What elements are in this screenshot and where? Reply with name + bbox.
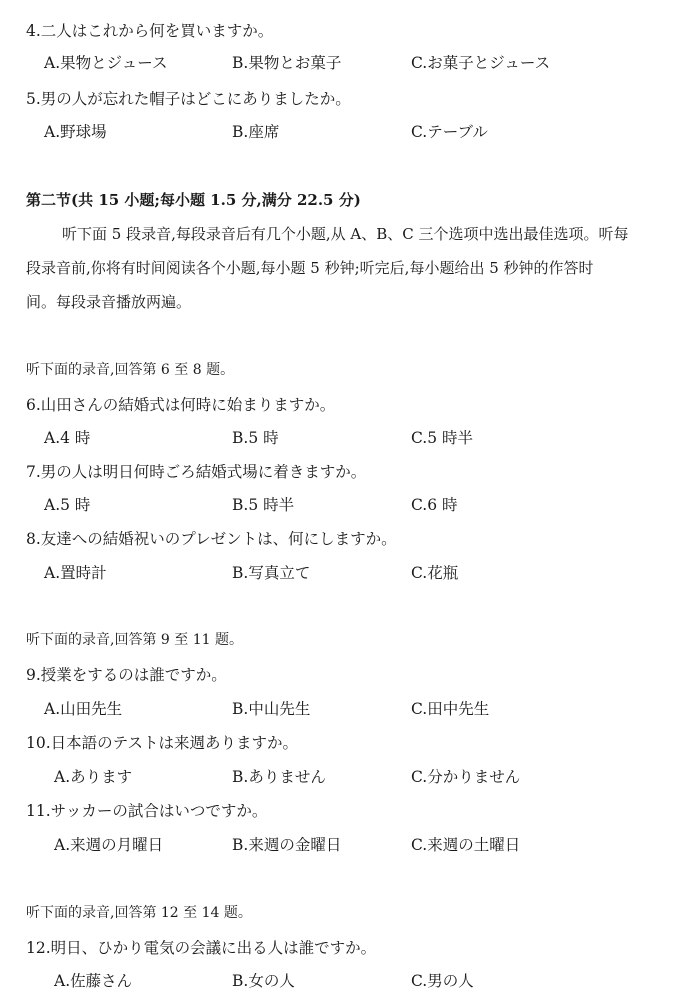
q7-option-c: C.6 時	[411, 496, 458, 514]
q10-option-b: B.ありません	[232, 768, 326, 786]
section-2-instructions-line-3: 间。每段录音播放两遍。	[26, 293, 192, 311]
q5-option-a: A.野球場	[44, 123, 107, 141]
question-8: 8.友達への結婚祝いのプレゼントは、何にしますか。	[26, 530, 397, 548]
q9-option-b: B.中山先生	[232, 700, 311, 718]
q7-option-b: B.5 時半	[232, 496, 295, 514]
q7-option-a: A.5 時	[44, 496, 91, 514]
q8-option-b: B.写真立て	[232, 564, 311, 582]
q10-option-a: A.あります	[54, 768, 133, 786]
q8-option-c: C.花瓶	[411, 564, 459, 582]
q11-option-b: B.来週の金曜日	[232, 836, 342, 854]
question-7: 7.男の人は明日何時ごろ結婚式場に着きますか。	[26, 463, 367, 481]
q5-option-c: C.テーブル	[411, 123, 488, 141]
q11-option-c: C.来週の土曜日	[411, 836, 521, 854]
q5-option-b: B.座席	[232, 123, 280, 141]
q4-option-b: B.果物とお菓子	[232, 54, 342, 72]
q12-option-b: B.女の人	[232, 972, 295, 990]
q10-option-c: C.分かりません	[411, 768, 521, 786]
question-12: 12.明日、ひかり電気の会議に出る人は誰ですか。	[26, 939, 377, 957]
q8-option-a: A.置時計	[44, 564, 107, 582]
question-6: 6.山田さんの結婚式は何時に始まりますか。	[26, 396, 336, 414]
group-intro-12-14: 听下面的录音,回答第 12 至 14 题。	[26, 905, 252, 921]
question-10: 10.日本語のテストは来週ありますか。	[26, 734, 299, 752]
question-11: 11.サッカーの試合はいつですか。	[26, 802, 268, 820]
q12-option-c: C.男の人	[411, 972, 474, 990]
section-2-instructions-line-2: 段录音前,你将有时间阅读各个小题,每小题 5 秒钟;听完后,每小题给出 5 秒钟的作答时	[26, 259, 594, 277]
question-4: 4.二人はこれから何を買いますか。	[26, 22, 274, 40]
q9-option-c: C.田中先生	[411, 700, 490, 718]
section-2-title: 第二节(共 15 小题;每小题 1.5 分,满分 22.5 分)	[26, 191, 361, 209]
section-2-instructions-line-1: 听下面 5 段录音,每段录音后有几个小题,从 A、B、C 三个选项中选出最佳选项。听每	[62, 225, 629, 243]
q6-option-b: B.5 時	[232, 429, 279, 447]
question-5: 5.男の人が忘れた帽子はどこにありましたか。	[26, 90, 351, 108]
q12-option-a: A.佐藤さん	[54, 972, 133, 990]
q4-option-a: A.果物とジュース	[44, 54, 168, 72]
q4-option-c: C.お菓子とジュース	[411, 54, 551, 72]
q6-option-c: C.5 時半	[411, 429, 474, 447]
question-9: 9.授業をするのは誰ですか。	[26, 666, 227, 684]
q9-option-a: A.山田先生	[44, 700, 123, 718]
q11-option-a: A.来週の月曜日	[54, 836, 164, 854]
group-intro-9-11: 听下面的录音,回答第 9 至 11 题。	[26, 632, 243, 648]
q6-option-a: A.4 時	[44, 429, 91, 447]
group-intro-6-8: 听下面的录音,回答第 6 至 8 题。	[26, 362, 235, 378]
